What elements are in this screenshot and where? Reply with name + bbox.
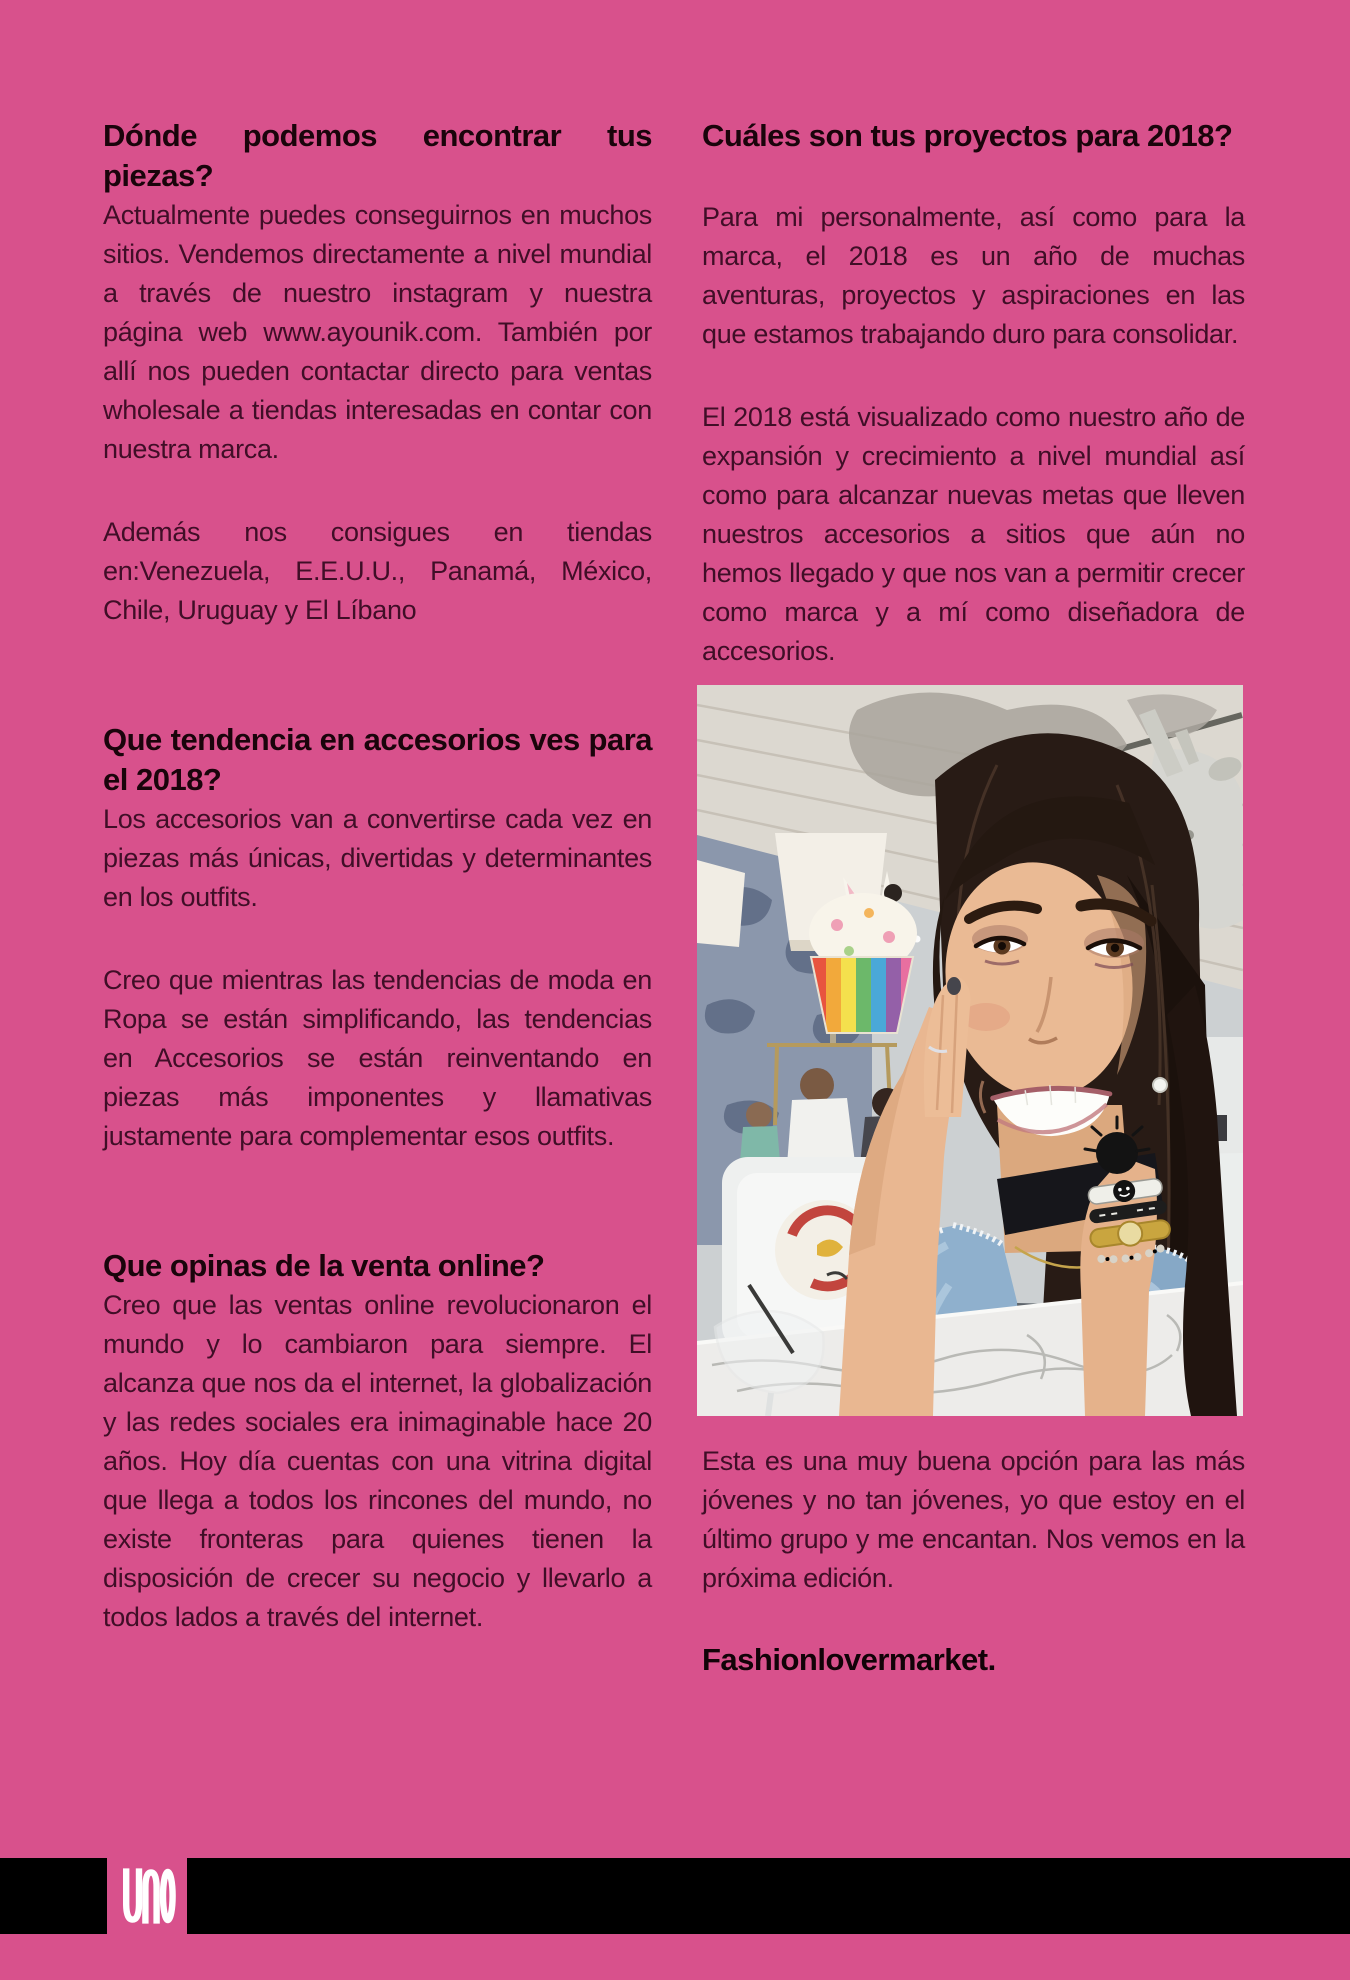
question-heading-piezas: Dónde podemos encontrar tus piezas?: [103, 118, 652, 193]
interview-photo-illustration: [697, 685, 1243, 1416]
answer-paragraph: Actualmente puedes conseguirnos en muchos sitios. Vendemos directamente a nivel mundial a través de nuestro instagram y nuestra página web www.ayounik.com. También por allí nos pueden contactar directo para ventas wholesale a tiendas interesadas en contar con nuestra marca.: [103, 200, 652, 464]
footer-bar: [0, 1858, 1350, 1934]
interview-photo: [697, 685, 1243, 1416]
question-heading-proyectos: Cuáles son tus proyectos para 2018?: [702, 118, 1233, 153]
answer-paragraph: Creo que mientras las tendencias de moda en Ropa se están simplificando, las tendencias en Accesorios se están reinventando en piezas más imponentes y llamativas justamente para complementar esos outfits.: [103, 965, 652, 1151]
answer-paragraph: El 2018 está visualizado como nuestro año de expansión y crecimiento a nivel mundial así como para alcanzar nuevas metas que lleven nuestros accesorios a sitios que aún no hemos llegado y que nos van a permitir crecer como marca y a mí como diseñadora de accesorios.: [702, 402, 1245, 666]
uno-logo: [115, 1865, 179, 1927]
right-column: [702, 116, 1245, 1680]
question-heading-tendencia: Que tendencia en accesorios ves para el 2018?: [103, 722, 652, 797]
uno-logo-plate: [107, 1858, 187, 1934]
left-column: [103, 116, 652, 1637]
question-heading-venta-online: Que opinas de la venta online?: [103, 1248, 545, 1283]
answer-paragraph: Además nos consigues en tiendas en:Venezuela, E.E.U.U., Panamá, México, Chile, Uruguay y El Líbano: [103, 517, 652, 625]
answer-paragraph: Creo que las ventas online revolucionaron el mundo y lo cambiaron para siempre. El alcanza que nos da el internet, la globalización y las redes sociales era inimaginable hace 20 años. Hoy día cuentas con una vitrina digital que llega a todos los rincones del mundo, no existe fronteras para quienes tienen la disposición de crecer su negocio y llevarlo a todos lados a través del internet.: [103, 1290, 652, 1632]
answer-paragraph: Para mi personalmente, así como para la marca, el 2018 es un año de muchas aventuras, proyectos y aspiraciones en las que estamos trabajando duro para consolidar.: [702, 202, 1245, 349]
answer-paragraph: Esta es una muy buena opción para las más jóvenes y no tan jóvenes, yo que estoy en el último grupo y me encantan. Nos vemos en la próxima edición.: [702, 1446, 1245, 1593]
signature-text: Fashionlovermarket.: [702, 1642, 996, 1677]
answer-paragraph: Los accesorios van a convertirse cada vez en piezas más únicas, divertidas y determinantes en los outfits.: [103, 804, 652, 912]
